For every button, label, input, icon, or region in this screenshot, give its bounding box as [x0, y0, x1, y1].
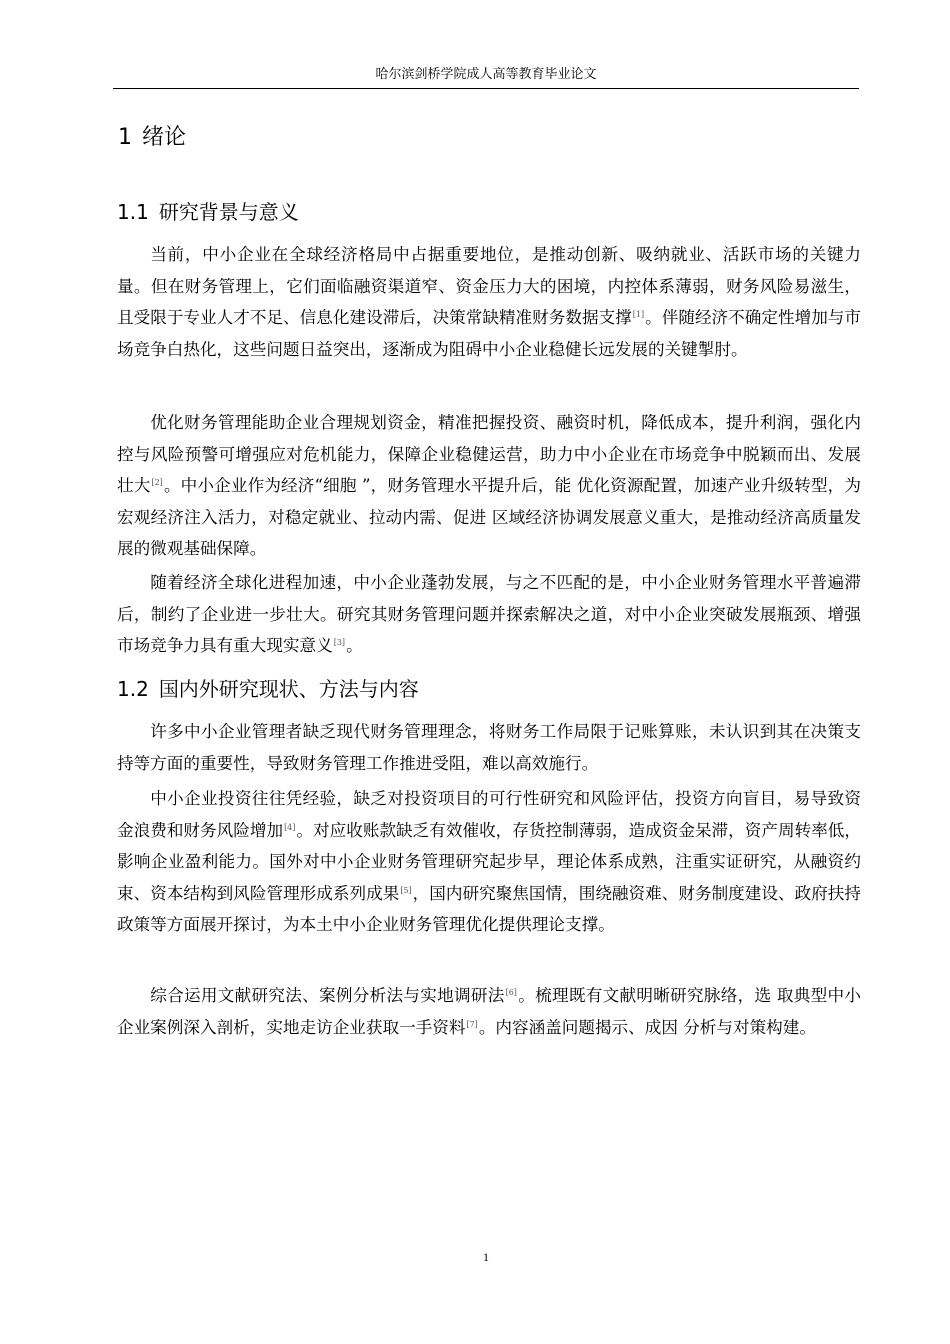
citation: [1]: [632, 310, 645, 319]
page-number: 1: [483, 1250, 489, 1264]
citation: [3]: [333, 638, 346, 647]
citation: [5]: [400, 885, 412, 895]
citation: [2]: [151, 478, 163, 487]
section-heading-1-2: [117, 674, 419, 704]
paragraph: 许多中小企业管理者缺乏现代财务管理理念，将财务工作局限于记账算账，未认识到其在决策支持等方面的重要性，导致财务管理工作推进受阻，难以高效施行。: [117, 722, 861, 773]
paragraph: 随着经济全球化进程加速，中小企业蓬勃发展，与之不匹配的是，中小企业财务管理水平普遍滞后，制约了企业进一步壮大。研究其财务管理问题并探索解决之道，对中小企业突破发展瓶颈、增强市场竞争力具有重大现实意义[3]。: [117, 573, 861, 655]
citation: [7]: [466, 1019, 478, 1029]
chapter-title: 绪论: [142, 125, 187, 150]
chapter-heading: [118, 122, 186, 154]
section-title: 国内外研究现状、方法与内容: [158, 677, 419, 701]
running-header: 哈尔滨剑桥学院成人高等教育毕业论文: [375, 67, 597, 82]
paragraph: 中小企业投资往往凭经验，缺乏对投资项目的可行性研究和风险评估，投资方向盲目，易导致资金浪费和财务风险增加[4]。对应收账款缺乏有效催收，存货控制薄弱，造成资金呆滞，资产周转率低，影响企业盈利能力。国外对中小企业财务管理研究起步早，理论体系成熟，注重实证研究，从融资约束、资本结构到风险管理形成系列成果[5]，国内研究聚焦国情，围绕融资难、财务制度建设、政府扶持政策等方面展开探讨，为本土中小企业财务管理优化提供理论支撑。: [117, 789, 862, 934]
section-heading-1-1: [117, 197, 299, 227]
header-divider: [113, 88, 859, 89]
section-number: 1.1: [117, 200, 149, 224]
citation: [4]: [284, 822, 296, 832]
section-number: 1.2: [117, 677, 149, 701]
chapter-number: 1: [118, 125, 132, 150]
paragraph: 优化财务管理能助企业合理规划资金，精准把握投资、融资时机，降低成本，提升利润，强化内控与风险预警可增强应对危机能力，保障企业稳健运营，助力中小企业在市场竞争中脱颖而出、发展壮大[2]。中小企业作为经济“细胞 ”，财务管理水平提升后，能 优化资源配置，加速产业升级转型，为宏观经济注入活力，对稳定就业、拉动内需、促进 区域经济协调发展意义重大，是推动经济高质量发展的微观基础保障。: [117, 413, 862, 558]
paragraph: 综合运用文献研究法、案例分析法与实地调研法[6]。梳理既有文献明晰研究脉络，选 取典型中小企业案例深入剖析，实地走访企业获取一手资料[7]。内容涵盖问题揭示、成因 分析与对策构建。: [117, 986, 861, 1037]
paragraph: 当前，中小企业在全球经济格局中占据重要地位，是推动创新、吸纳就业、活跃市场的关键力量。但在财务管理上，它们面临融资渠道窄、资金压力大的困境，内控体系薄弱，财务风险易滋生，且受限于专业人才不足、信息化建设滞后，决策常缺精准财务数据支撑[1]。伴随经济不确定性增加与市场竞争白热化，这些问题日益突出，逐渐成为阻碍中小企业稳健长远发展的关键掣肘。: [117, 245, 862, 359]
citation: [6]: [505, 988, 517, 997]
section-title: 研究背景与意义: [158, 200, 299, 224]
